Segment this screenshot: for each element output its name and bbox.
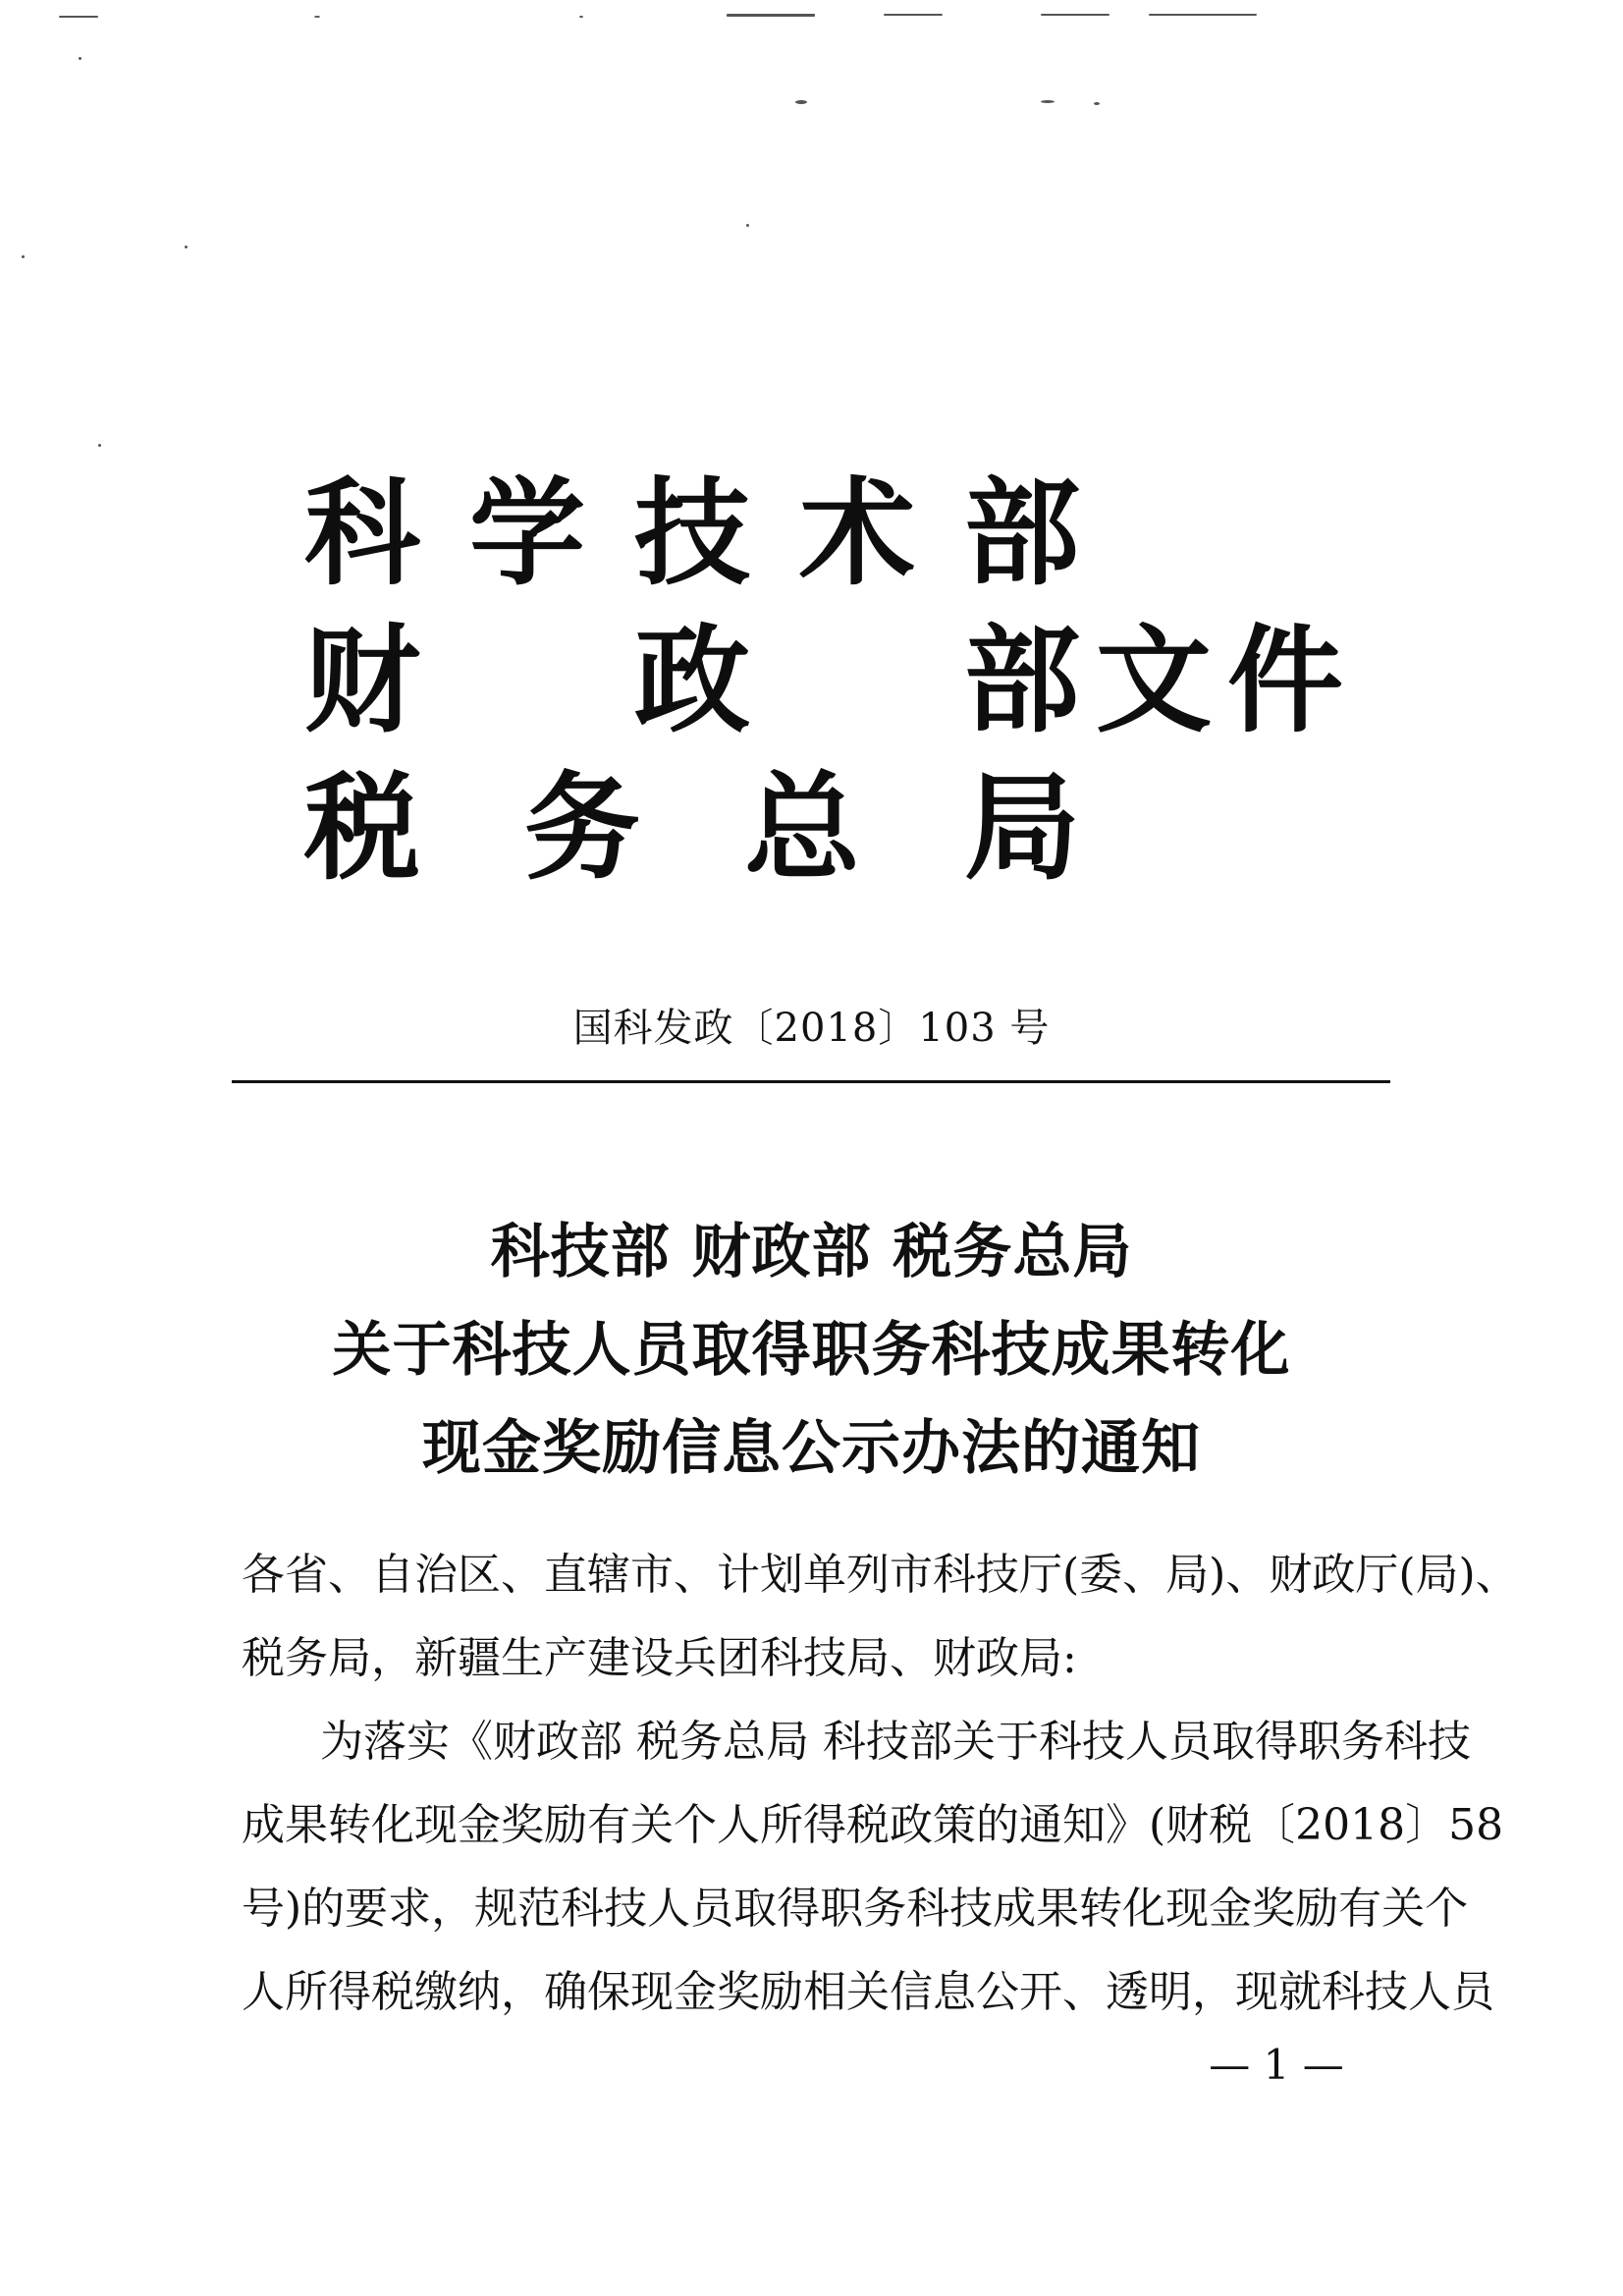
scan-speck — [314, 16, 320, 18]
scan-speck — [884, 14, 943, 16]
body-line-3: 号)的要求，规范科技人员取得职务科技成果转化现金奖励有关个 — [242, 1884, 1469, 1934]
scan-speck — [1041, 14, 1109, 16]
authority-char: 税 — [304, 759, 421, 896]
authority-char: 术 — [799, 465, 916, 601]
authority-char: 政 — [634, 612, 751, 748]
body-line-4: 人所得税缴纳，确保现金奖励相关信息公开、透明，现就科技人员 — [242, 1967, 1494, 2017]
scan-speck — [1149, 14, 1257, 16]
authority-char: 务 — [524, 759, 641, 896]
title-line-3: 现金奖励信息公示办法的通知 — [422, 1414, 1201, 1483]
scan-speck — [579, 16, 583, 18]
authority-char: 财 — [304, 612, 421, 748]
scan-speck — [1094, 102, 1100, 105]
title-line-1: 科技部 财政部 税务总局 — [490, 1218, 1133, 1286]
scan-speck — [185, 246, 188, 248]
addressee-line-2: 税务局，新疆生产建设兵团科技局、财政局: — [242, 1633, 1077, 1683]
authority-char: 件 — [1227, 612, 1344, 748]
authority-char: 学 — [469, 465, 586, 601]
scan-speck — [59, 16, 98, 18]
authority-char: 科 — [304, 465, 421, 601]
title-line-2: 关于科技人员取得职务科技成果转化 — [332, 1316, 1291, 1385]
scan-speck — [727, 14, 815, 17]
authority-char: 部 — [964, 612, 1081, 748]
scan-speck — [98, 444, 101, 447]
body-line-1: 为落实《财政部 税务总局 科技部关于科技人员取得职务科技 — [320, 1717, 1471, 1767]
scan-speck — [79, 57, 81, 60]
header-divider — [232, 1080, 1390, 1083]
page-number: — 1 — — [1209, 2041, 1344, 2089]
authority-char: 文 — [1096, 612, 1213, 748]
addressee-line-1: 各省、自治区、直辖市、计划单列市科技厅(委、局)、财政厅(局)、 — [242, 1550, 1519, 1600]
authority-char: 局 — [964, 759, 1081, 896]
body-line-2: 成果转化现金奖励有关个人所得税政策的通知》(财税〔2018〕58 — [242, 1800, 1504, 1850]
scan-speck — [746, 224, 749, 227]
scan-speck — [795, 100, 807, 104]
scan-speck — [22, 255, 25, 258]
authority-char: 技 — [634, 465, 751, 601]
document-number: 国科发政〔2018〕103 号 — [572, 1006, 1051, 1051]
scan-speck — [1041, 100, 1055, 103]
authority-char: 总 — [744, 759, 861, 896]
authority-char: 部 — [964, 465, 1081, 601]
